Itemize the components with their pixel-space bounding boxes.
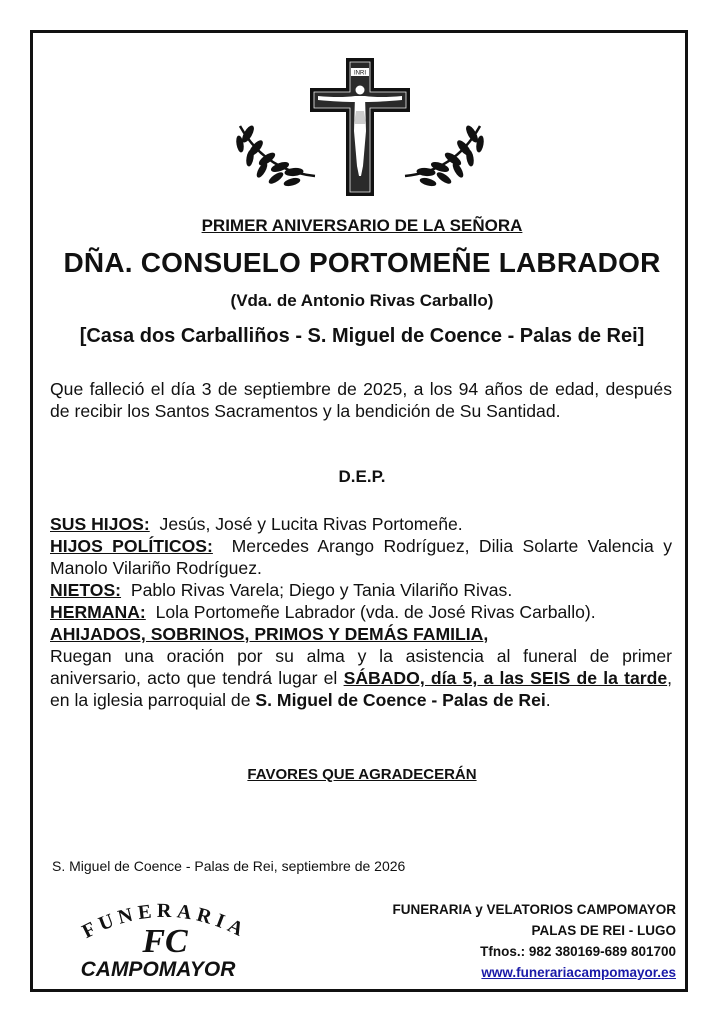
right-laurel-icon	[405, 124, 484, 187]
grandchildren-names: Pablo Rivas Varela; Diego y Tania Vilariño Rivas.	[130, 580, 513, 600]
children-line	[50, 513, 672, 535]
company-phones: Tfnos.: 982 380169-689 801700	[480, 944, 676, 959]
crucifix-icon	[310, 58, 410, 196]
grandchildren-label: NIETOS:	[50, 580, 122, 600]
dateline: S. Miguel de Coence - Palas de Rei, septiembre de 2026	[52, 858, 406, 874]
funeraria-logo	[50, 894, 280, 984]
family-block	[50, 513, 672, 711]
sister-name: Lola Portomeñe Labrador (vda. de José Rivas Carballo).	[155, 602, 596, 622]
others-line: AHIJADOS, SOBRINOS, PRIMOS Y DEMÁS FAMILIA,	[50, 624, 489, 644]
children-label: SUS HIJOS:	[50, 514, 150, 534]
logo-monogram: FC	[142, 923, 188, 960]
inlaws-label: HIJOS POLÍTICOS:	[50, 536, 213, 556]
company-city: PALAS DE REI - LUGO	[531, 923, 676, 938]
cross-with-laurels-icon	[210, 56, 510, 201]
company-name: FUNERARIA y VELATORIOS CAMPOMAYOR	[392, 902, 676, 917]
inlaws-line	[50, 535, 672, 579]
contact-block	[346, 899, 676, 983]
sister-line	[50, 601, 672, 623]
children-names: Jesús, José y Lucita Rivas Portomeñe.	[159, 514, 463, 534]
grandchildren-line	[50, 579, 672, 601]
widow-of: (Vda. de Antonio Rivas Carballo)	[230, 291, 494, 310]
house-location: [Casa dos Carballiños - S. Miguel de Coence - Palas de Rei]	[79, 325, 645, 347]
deceased-name: DÑA. CONSUELO PORTOMEÑE LABRADOR	[63, 247, 661, 278]
anniversary-heading: PRIMER ANIVERSARIO DE LA SEÑORA	[201, 216, 523, 235]
company-website-link[interactable]: www.funerariacampomayor.es	[481, 965, 676, 980]
rest-in-peace: D.E.P.	[338, 467, 386, 486]
death-notice-paragraph: Que falleció el día 3 de septiembre de 2025, a los 94 años de edad, después de recibir los Santos Sacramentos y la bendición de Su Santidad.	[50, 379, 672, 421]
thanks-line: FAVORES QUE AGRADECERÁN	[247, 766, 477, 783]
logo-arc-text: FUNERARIA	[78, 899, 252, 943]
inri-plaque: INRI	[354, 70, 366, 77]
inlaws-names: Mercedes Arango Rodríguez, Dilia Solarte Valencia y Manolo Vilariño Rodríguez.	[50, 536, 672, 578]
sister-label: HERMANA:	[50, 602, 146, 622]
funeral-time: SÁBADO, día 5, a las SEIS de la tarde	[343, 668, 668, 688]
others-family: AHIJADOS, SOBRINOS, PRIMOS Y DEMÁS FAMILIA	[50, 624, 484, 644]
logo-name: CAMPOMAYOR	[80, 958, 236, 981]
funeral-place: S. Miguel de Coence - Palas de Rei	[255, 690, 546, 710]
left-laurel-icon	[236, 124, 315, 187]
request-paragraph: Ruegan una oración por su alma y la asistencia al funeral de primer aniversario, acto que tendrá lugar el SÁBADO, día 5, a las SEIS de la tarde, en la iglesia parroquial de S. Miguel de Coence - Palas de Rei.	[50, 646, 673, 710]
